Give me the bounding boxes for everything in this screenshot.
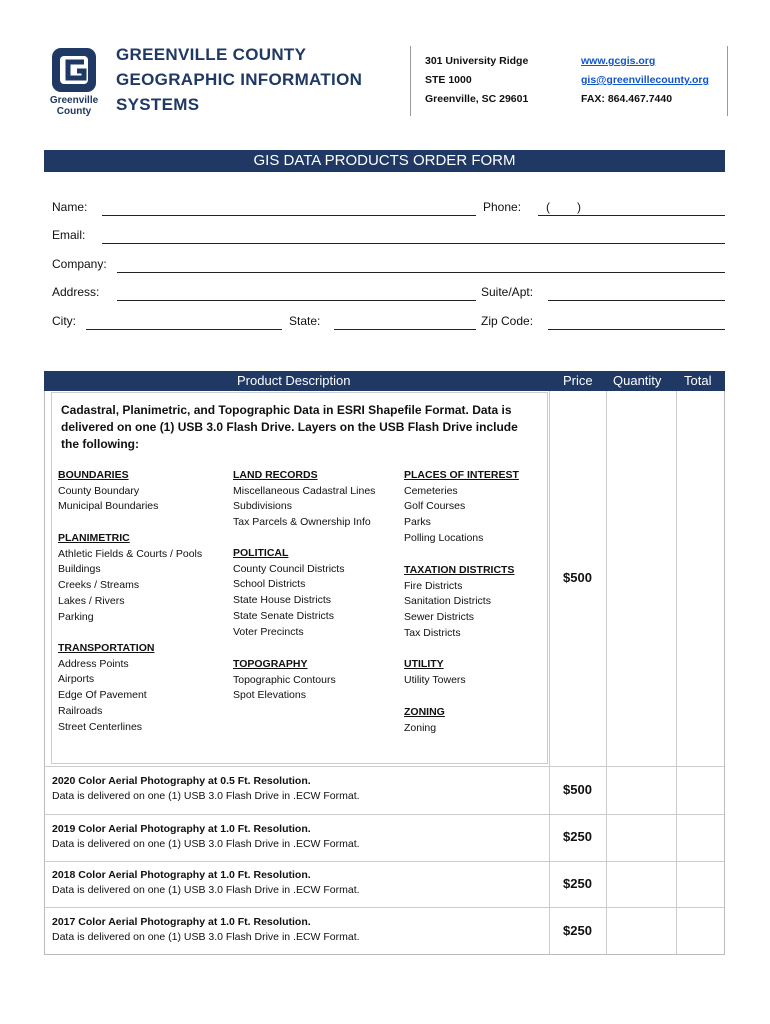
aerial-row-2020 bbox=[52, 775, 360, 802]
layer-item: Municipal Boundaries bbox=[58, 500, 159, 513]
phone-label: Phone: bbox=[483, 200, 522, 214]
org-name-line: SYSTEMS bbox=[116, 95, 200, 114]
layer-group-title: TAXATION DISTRICTS bbox=[404, 564, 515, 576]
form-title: GIS DATA PRODUCTS ORDER FORM bbox=[44, 150, 725, 172]
layer-item: Tax Districts bbox=[404, 626, 461, 639]
layer-group-boundaries bbox=[58, 468, 158, 515]
main-product-intro: Cadastral, Planimetric, and Topographic Data in ESRI Shapefile Format. Data is delivered on one (1) USB 3.0 Flash Drive. Layers on the USB Flash Drive include the following: bbox=[61, 403, 518, 451]
aerial-title: 2018 Color Aerial Photography at 1.0 Ft. Resolution. bbox=[52, 869, 311, 881]
city-field[interactable] bbox=[86, 329, 282, 330]
layer-item: Fire Districts bbox=[404, 579, 463, 592]
layer-item: County Boundary bbox=[58, 484, 140, 497]
company-label: Company: bbox=[52, 257, 107, 271]
contact-info bbox=[410, 46, 728, 116]
logo-text-line1: Greenville bbox=[49, 95, 99, 106]
price-column-divider bbox=[549, 391, 550, 954]
layer-item: Spot Elevations bbox=[233, 689, 306, 702]
layer-item: Subdivisions bbox=[233, 500, 292, 513]
layer-item: School Districts bbox=[233, 578, 306, 591]
aerial-description: Data is delivered on one (1) USB 3.0 Flash Drive in .ECW Format. bbox=[52, 884, 360, 896]
main-product-price: $500 bbox=[563, 570, 592, 585]
phone-field[interactable] bbox=[538, 215, 725, 216]
name-field[interactable] bbox=[102, 215, 476, 216]
aerial-price-2020: $500 bbox=[563, 782, 592, 797]
name-label: Name: bbox=[52, 200, 88, 214]
layer-group-title: TOPOGRAPHY bbox=[233, 658, 308, 670]
layer-item: Buildings bbox=[58, 563, 101, 576]
zip-label: Zip Code: bbox=[481, 314, 534, 328]
aerial-title: 2020 Color Aerial Photography at 0.5 Ft. Resolution. bbox=[52, 775, 311, 787]
layer-item: Golf Courses bbox=[404, 500, 466, 513]
layer-item: State Senate Districts bbox=[233, 609, 334, 622]
mailing-address bbox=[425, 52, 528, 109]
quantity-column-header: Quantity bbox=[613, 373, 662, 388]
state-label: State: bbox=[289, 314, 321, 328]
aerial-description: Data is delivered on one (1) USB 3.0 Flash Drive in .ECW Format. bbox=[52, 790, 360, 802]
suite-label: Suite/Apt: bbox=[481, 285, 534, 299]
row-divider bbox=[45, 861, 724, 862]
row-divider bbox=[45, 766, 724, 767]
layer-group-planimetric bbox=[58, 531, 202, 625]
layer-item: Topographic Contours bbox=[233, 673, 336, 686]
layer-item: County Council Districts bbox=[233, 562, 345, 575]
layer-item: Cemeteries bbox=[404, 484, 458, 497]
fax-number: FAX: 864.467.7440 bbox=[581, 93, 673, 105]
layer-group-zoning bbox=[404, 705, 445, 736]
layer-item: Zoning bbox=[404, 721, 437, 734]
layer-group-political bbox=[233, 546, 344, 640]
layer-item: Airports bbox=[58, 673, 95, 686]
layer-group-title: POLITICAL bbox=[233, 547, 289, 559]
layer-item: Utility Towers bbox=[404, 673, 466, 686]
county-logo bbox=[44, 46, 106, 116]
layer-item: Address Points bbox=[58, 657, 129, 670]
email-link[interactable]: gis@greenvillecounty.org bbox=[581, 74, 709, 86]
layer-item: Creeks / Streams bbox=[58, 579, 140, 592]
city-label: City: bbox=[52, 314, 76, 328]
layer-group-utility bbox=[404, 657, 466, 688]
layer-item: Tax Parcels & Ownership Info bbox=[233, 516, 371, 529]
row-divider bbox=[45, 907, 724, 908]
aerial-title: 2019 Color Aerial Photography at 1.0 Ft. Resolution. bbox=[52, 823, 311, 835]
state-field[interactable] bbox=[334, 329, 476, 330]
layer-item: Street Centerlines bbox=[58, 720, 143, 733]
aerial-description: Data is delivered on one (1) USB 3.0 Flash Drive in .ECW Format. bbox=[52, 931, 360, 943]
layer-item: Athletic Fields & Courts / Pools bbox=[58, 547, 203, 560]
suite-field[interactable] bbox=[548, 300, 725, 301]
layer-item: Sewer Districts bbox=[404, 611, 475, 624]
layer-item: Polling Locations bbox=[404, 531, 484, 544]
layer-group-title: PLACES OF INTEREST bbox=[404, 469, 519, 481]
phone-area-close: ) bbox=[577, 200, 581, 214]
address-label: Address: bbox=[52, 285, 100, 299]
total-column-header: Total bbox=[684, 373, 712, 388]
zip-field[interactable] bbox=[548, 329, 725, 330]
aerial-description: Data is delivered on one (1) USB 3.0 Flash Drive in .ECW Format. bbox=[52, 838, 360, 850]
layer-group-title: TRANSPORTATION bbox=[58, 642, 155, 654]
layer-item: Voter Precincts bbox=[233, 625, 304, 638]
layer-item: Miscellaneous Cadastral Lines bbox=[233, 484, 376, 497]
layer-group-topography bbox=[233, 657, 336, 704]
email-label: Email: bbox=[52, 228, 86, 242]
aerial-price-2018: $250 bbox=[563, 876, 592, 891]
address-field[interactable] bbox=[117, 300, 476, 301]
layer-item: Edge Of Pavement bbox=[58, 689, 147, 702]
aerial-price-2019: $250 bbox=[563, 829, 592, 844]
layer-item: Parks bbox=[404, 516, 431, 529]
address-line: Greenville, SC 29601 bbox=[425, 93, 529, 105]
org-name-line: GREENVILLE COUNTY bbox=[116, 45, 307, 64]
price-column-header: Price bbox=[563, 373, 593, 388]
address-line: STE 1000 bbox=[425, 74, 472, 86]
layer-group-transportation bbox=[58, 641, 154, 735]
logo-text-line2: County bbox=[56, 106, 92, 116]
phone-area-open: ( bbox=[546, 200, 550, 214]
layer-group-title: LAND RECORDS bbox=[233, 469, 318, 481]
aerial-price-2017: $250 bbox=[563, 923, 592, 938]
layer-item: State House Districts bbox=[233, 594, 332, 607]
email-field[interactable] bbox=[102, 243, 725, 244]
layer-group-title: ZONING bbox=[404, 706, 445, 718]
aerial-title: 2017 Color Aerial Photography at 1.0 Ft. Resolution. bbox=[52, 916, 311, 928]
address-line: 301 University Ridge bbox=[425, 55, 529, 67]
layer-item: Parking bbox=[58, 610, 94, 623]
layer-item: Lakes / Rivers bbox=[58, 594, 125, 607]
quantity-column-divider bbox=[606, 391, 607, 954]
online-contacts bbox=[581, 52, 709, 109]
description-column-header: Product Description bbox=[237, 373, 351, 388]
layer-item: Sanitation Districts bbox=[404, 595, 491, 608]
layer-group-places-of-interest bbox=[404, 468, 519, 547]
layer-group-title: BOUNDARIES bbox=[58, 469, 129, 481]
website-link[interactable]: www.gcgis.org bbox=[581, 55, 656, 67]
org-name-line: GEOGRAPHIC INFORMATION bbox=[116, 70, 363, 89]
product-table-header bbox=[44, 371, 725, 391]
layer-group-land-records bbox=[233, 468, 375, 531]
layer-item: Railroads bbox=[58, 704, 103, 717]
layer-group-taxation-districts bbox=[404, 563, 514, 642]
aerial-row-2017 bbox=[52, 916, 360, 943]
layer-group-title: UTILITY bbox=[404, 658, 444, 670]
layer-group-title: PLANIMETRIC bbox=[58, 532, 130, 544]
aerial-row-2018 bbox=[52, 869, 360, 896]
row-divider bbox=[45, 814, 724, 815]
total-column-divider bbox=[676, 391, 677, 954]
company-field[interactable] bbox=[117, 272, 725, 273]
organization-name bbox=[116, 42, 362, 117]
aerial-row-2019 bbox=[52, 823, 360, 850]
